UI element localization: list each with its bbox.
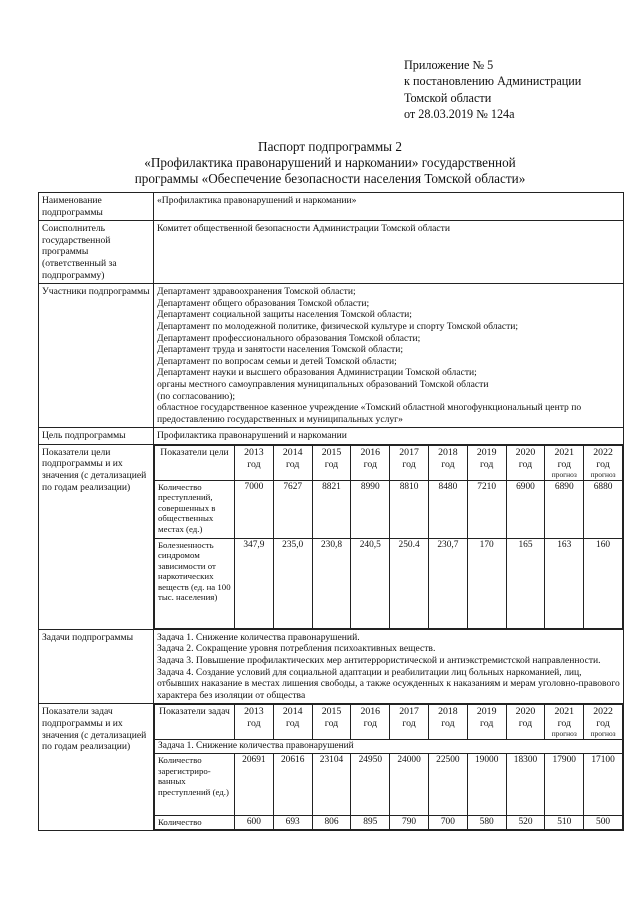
year-header [545,705,584,740]
indicator-value: 18300 [506,754,545,816]
row-name [39,193,624,221]
participants-list [154,284,624,428]
indicator-value: 580 [467,816,506,830]
annex-block [404,57,581,123]
task-item: Задача 2. Сокращение уровня потребления психоактивных веществ. [157,643,436,655]
indicator-name: Количество [155,816,235,830]
title-line: программы «Обеспечение безопасности населения Томской области» [134,171,526,187]
year-header [235,445,274,480]
participant-item: Департамент профессионального образования Томской области; [157,332,421,344]
document-title [40,139,620,188]
year-header [312,705,351,740]
year-unit: год [286,458,300,470]
indicator-row [155,754,623,816]
indicator-row [155,480,623,538]
year-value: 2014 [282,446,303,458]
indicator-value: 806 [312,816,351,830]
task-indicators-table [154,704,623,830]
indicator-value: 8810 [390,480,429,538]
row-label: Наименование подпрограммы [39,193,154,221]
year-value: 2020 [515,446,536,458]
year-value: 2018 [438,446,458,458]
year-value: 2022 [593,446,613,458]
indicator-value: 6890 [545,480,584,538]
year-value: 2014 [282,706,303,718]
indicator-value: 6880 [584,480,623,538]
row-label: Показатели цели подпрограммы и их значения (с детализацией по годам реализации) [39,444,154,629]
participant-item: Департамент труда и занятости населения Томской области; [157,344,403,356]
indicator-row [155,538,623,628]
year-header [584,445,623,480]
year-value: 2021 [554,446,575,458]
indicator-value: 510 [545,816,584,830]
indicator-value: 230,8 [312,538,351,628]
row-label: Показатели задач подпрограммы и их значения (с детализацией по годам реализации) [39,704,154,831]
indicator-value: 20616 [273,754,312,816]
year-unit: год [596,718,610,730]
year-unit: год [479,458,494,470]
indicator-value: 700 [428,816,467,830]
year-header [545,445,584,480]
indicator-value: 600 [235,816,274,830]
participant-item: (по согласованию); [157,390,236,402]
indicator-value: 895 [351,816,390,830]
indicator-value: 163 [545,538,584,628]
indicator-name: Количество зарегистриро-ванных преступлений (ед.) [155,754,235,816]
year-header [467,705,506,740]
year-value: 2018 [438,706,458,718]
year-unit: год [363,458,377,470]
participant-item: областное государственное казенное учреждение «Томский областной многофункциональный центр по предоставлению государственных и муниципальных услуг» [157,402,582,425]
forecast-note: прогноз [551,729,577,739]
task-item: Задача 4. Создание условий для социальной адаптации и реабилитации лиц больных наркоманией, лиц, отбывших наказание в местах лишения свободы, а также осужденных к наказаниям и мерам уголовно-правового характера без изоляции от общества [157,666,620,701]
passport-table [38,192,624,831]
forecast-note: прогноз [590,729,616,739]
year-unit: год [518,718,533,730]
participant-item: Департамент здравоохранения Томской области; [157,286,356,298]
year-value: 2021 [554,706,575,718]
title-line: Паспорт подпрограммы 2 [258,139,402,154]
indicator-value: 8821 [312,480,351,538]
indicator-value: 20691 [235,754,274,816]
indicator-row [155,816,623,830]
row-value: «Профилактика правонарушений и наркомании» [154,193,624,221]
forecast-note: прогноз [551,469,577,479]
indicator-value: 693 [273,816,312,830]
indicator-value: 6900 [506,480,545,538]
annex-line: Приложение № 5 [404,58,494,72]
year-value: 2015 [321,446,342,458]
year-header [235,705,274,740]
indicator-value: 7000 [235,480,274,538]
annex-line: от 28.03.2019 № 124а [404,107,515,122]
year-unit: год [479,718,494,730]
indicator-value: 250.4 [390,538,429,628]
year-value: 2013 [244,446,264,458]
year-header [428,445,467,480]
year-value: 2020 [515,706,536,718]
year-unit: год [518,458,533,470]
year-value: 2015 [321,706,342,718]
year-header [584,705,623,740]
year-unit: год [324,718,339,730]
indicator-value: 165 [506,538,545,628]
year-header [273,705,312,740]
row-goal [39,428,624,445]
year-header [351,445,390,480]
year-header [312,445,351,480]
indicator-value: 8990 [351,480,390,538]
year-header [390,705,429,740]
indicator-header-name: Показатели задач [155,705,235,740]
indicator-header-row [155,705,623,740]
year-header [351,705,390,740]
indicator-name: Количество преступлений, совершенных в общественных местах (ед.) [155,480,235,538]
annex-line: Томской области [404,90,492,105]
title-line: «Профилактика правонарушений и наркомании» государственной [144,155,516,171]
year-value: 2013 [244,706,264,718]
row-participants [39,284,624,428]
row-task-indicators [39,704,624,831]
year-unit: год [286,718,300,730]
task-indicators-cell [154,704,624,831]
goal-indicators-table [154,445,623,629]
participant-item: органы местного самоуправления муниципальных образований Томской области [157,378,489,390]
indicator-value: 347,9 [235,538,274,628]
indicator-value: 8480 [428,480,467,538]
year-unit: год [247,718,261,730]
row-goal-indicators [39,444,624,629]
year-unit: год [441,718,455,730]
row-label: Участники подпрограммы [39,284,154,428]
task-item: Задача 1. Снижение количества правонарушений. [157,631,360,643]
indicator-value: 160 [584,538,623,628]
indicator-value: 22500 [428,754,467,816]
year-header [467,445,506,480]
year-value: 2019 [476,446,497,458]
indicator-value: 230,7 [428,538,467,628]
tasks-list [154,629,624,704]
year-unit: год [363,718,377,730]
year-value: 2016 [360,446,381,458]
row-coexecutor [39,221,624,284]
row-label: Цель подпрограммы [39,428,154,445]
indicator-value: 24950 [351,754,390,816]
year-unit: год [247,458,261,470]
year-header [273,445,312,480]
indicator-value: 170 [467,538,506,628]
year-header [506,445,545,480]
indicator-value: 790 [390,816,429,830]
row-value: Комитет общественной безопасности Администрации Томской области [154,221,624,284]
year-header [390,445,429,480]
indicator-value: 235,0 [273,538,312,628]
annex-line: к постановлению Администрации [404,74,582,89]
indicator-value: 23104 [312,754,351,816]
participant-item: Департамент общего образования Томской области; [157,297,370,309]
indicator-value: 17100 [584,754,623,816]
participant-item: Департамент по молодежной политике, физической культуре и спорту Томской области; [157,320,519,332]
year-unit: год [441,458,455,470]
year-unit: год [557,718,571,730]
year-unit: год [596,458,610,470]
forecast-note: прогноз [590,469,616,479]
indicator-value: 19000 [467,754,506,816]
goal-indicators-cell [154,444,624,629]
year-value: 2017 [399,706,419,718]
year-unit: год [557,458,571,470]
year-header [428,705,467,740]
task-subheader: Задача 1. Снижение количества правонарушений [155,740,623,754]
indicator-value: 24000 [390,754,429,816]
row-label: Соисполнитель государственной программы (ответственный за подпрограмму) [39,221,154,284]
indicator-header-name: Показатели цели [155,445,235,480]
participant-item: Департамент по вопросам семьи и детей Томской области; [157,355,397,367]
year-value: 2017 [399,446,419,458]
indicator-header-row [155,445,623,480]
row-label: Задачи подпрограммы [39,629,154,704]
year-value: 2022 [593,706,613,718]
year-header [506,705,545,740]
year-value: 2016 [360,706,381,718]
year-value: 2019 [476,706,497,718]
year-unit: год [324,458,339,470]
task-subheader-row [155,740,623,754]
indicator-name: Болезненность синдромом зависимости от наркотических веществ (ед. на 100 тыс. населения) [155,538,235,628]
year-unit: год [402,458,416,470]
indicator-value: 500 [584,816,623,830]
indicator-value: 7627 [273,480,312,538]
participant-item: Департамент науки и высшего образования Администрации Томской области; [157,367,477,379]
indicator-value: 520 [506,816,545,830]
indicator-value: 7210 [467,480,506,538]
participant-item: Департамент социальной защиты населения Томской области; [157,309,412,321]
task-item: Задача 3. Повышение профилактических мер антитеррористической и антиэкстремистской направленности. [157,655,601,667]
indicator-value: 17900 [545,754,584,816]
row-tasks [39,629,624,704]
indicator-value: 240,5 [351,538,390,628]
year-unit: год [402,718,416,730]
row-value: Профилактика правонарушений и наркомании [154,428,624,445]
